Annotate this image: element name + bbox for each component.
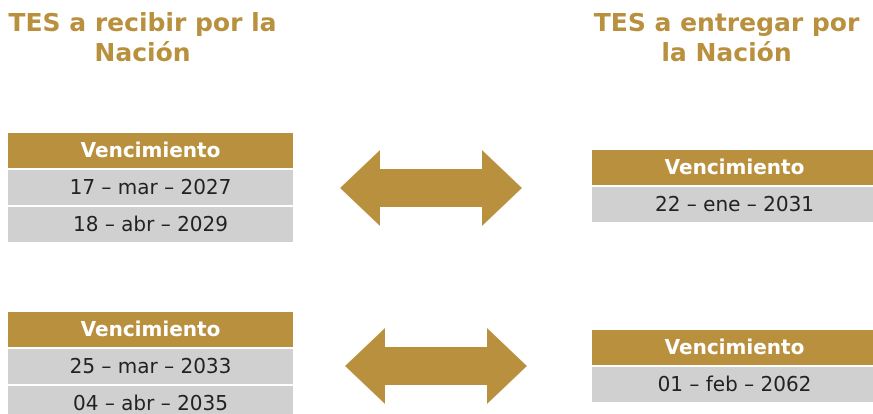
heading-tes-entregar: [580, 8, 873, 68]
deliver-table-1: [592, 150, 873, 224]
deliver-table-1-row: 22 – ene – 2031: [592, 187, 873, 224]
heading-tes-recibir-line-1: TES a recibir por la: [8, 8, 277, 37]
receive-table-2-row: 25 – mar – 2033: [8, 349, 293, 386]
receive-table-2-header: Vencimiento: [8, 312, 293, 349]
heading-tes-entregar-line-1: TES a entregar por: [593, 8, 860, 37]
receive-table-2-row: 04 – abr – 2035: [8, 386, 293, 414]
double-headed-arrow-icon: [345, 328, 527, 404]
heading-tes-recibir: [0, 8, 285, 68]
double-headed-arrow-icon: [340, 150, 522, 226]
deliver-table-2-header: Vencimiento: [592, 330, 873, 367]
heading-tes-recibir-line-2: Nación: [94, 38, 191, 67]
receive-table-1-row: 17 – mar – 2027: [8, 170, 293, 207]
receive-table-2: [8, 312, 293, 414]
heading-tes-entregar-line-2: la Nación: [661, 38, 792, 67]
receive-table-1: [8, 133, 293, 244]
deliver-table-2: [592, 330, 873, 404]
receive-table-1-row: 18 – abr – 2029: [8, 207, 293, 244]
receive-table-1-header: Vencimiento: [8, 133, 293, 170]
deliver-table-2-row: 01 – feb – 2062: [592, 367, 873, 404]
deliver-table-1-header: Vencimiento: [592, 150, 873, 187]
